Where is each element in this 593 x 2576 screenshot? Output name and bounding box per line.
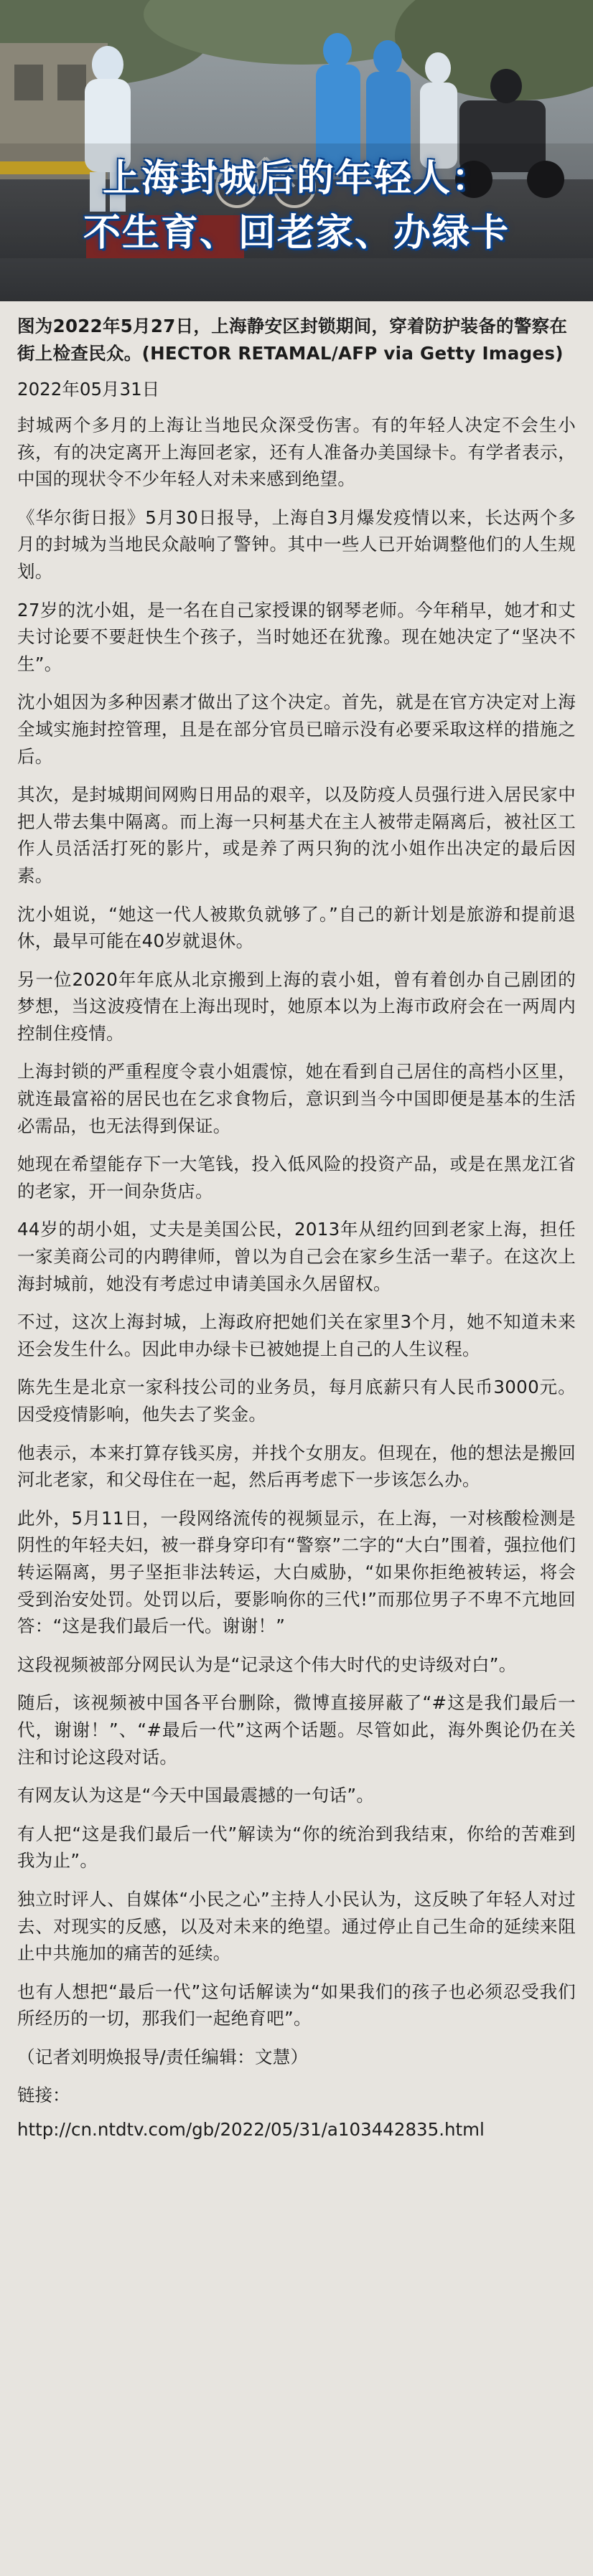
paragraph: 有网友认为这是“今天中国最震撼的一句话”。 xyxy=(17,1785,375,1806)
source-link[interactable]: http://cn.ntdtv.com/gb/2022/05/31/a103442835.html xyxy=(17,2119,485,2141)
reporter-credit: （记者刘明焕报导/责任编辑：文慧） xyxy=(17,2046,309,2067)
paragraph: 其次，是封城期间网购日用品的艰辛，以及防疫人员强行进入居民家中把人带去集中隔离。而上海一只柯基犬在主人被带走隔离后，被社区工作人员活活打死的影片，或是养了两只狗的沈小姐作出决定的最后因素。 xyxy=(17,784,576,886)
paragraph: 不过，这次上海封城，上海政府把她们关在家里3个月，她不知道未来还会发生什么。因此申办绿卡已被她提上自己的人生议程。 xyxy=(17,1311,576,1359)
paragraph: 陈先生是北京一家科技公司的业务员，每月底薪只有人民币3000元。因受疫情影响，他失去了奖金。 xyxy=(17,1377,576,1425)
paragraph: 另一位2020年年底从北京搬到上海的袁小姐，曾有着创办自己剧团的梦想，当这波疫情在上海出现时，她原本以为上海市政府会在一两周内控制住疫情。 xyxy=(17,968,576,1044)
paragraph: 44岁的胡小姐，丈夫是美国公民，2013年从纽约回到老家上海，担任一家美商公司的内聘律师，曾以为自己会在家乡生活一辈子。在这次上海封城前，她没有考虑过申请美国永久居留权。 xyxy=(17,1219,576,1294)
paragraph: 封城两个多月的上海让当地民众深受伤害。有的年轻人决定不会生小孩，有的决定离开上海回老家，还有人准备办美国绿卡。有学者表示，中国的现状令不少年轻人对未来感到绝望。 xyxy=(17,415,576,490)
paragraph: 此外，5月11日，一段网络流传的视频显示，在上海，一对核酸检测是阴性的年轻夫妇，被一群身穿印有“警察”二字的“大白”围着，强拉他们转运隔离，男子坚拒非法转运，大白威胁，“如果你拒绝被转运，将会受到治安处罚。处罚以后，要影响你的三代!”而那位男子不卑不亢地回答：“这是我们最后一代。谢谢！” xyxy=(17,1507,576,1637)
paragraph: 这段视频被部分网民认为是“记录这个伟大时代的史诗级对白”。 xyxy=(17,1653,517,1675)
paragraph: 27岁的沈小姐，是一名在自己家授课的钢琴老师。今年稍早，她才和丈夫讨论要不要赶快生个孩子，当时她还在犹豫。现在她决定了“坚决不生”。 xyxy=(17,599,576,674)
paragraph: 随后，该视频被中国各平台删除，微博直接屏蔽了“#这是我们最后一代，谢谢！”、“#最后一代”这两个话题。尽管如此，海外舆论仍在关注和讨论这段对话。 xyxy=(17,1692,576,1768)
headline-line-2: 不生育、回老家、办绿卡 xyxy=(83,212,510,255)
paragraph: 他表示，本来打算存钱买房，并找个女朋友。但现在，他的想法是搬回河北老家，和父母住在一起，然后再考虑下一步该怎么办。 xyxy=(17,1442,576,1491)
publish-date: 2022年05月31日 xyxy=(17,379,160,400)
link-label: 链接： xyxy=(17,2085,70,2106)
paragraph: 沈小姐因为多种因素才做出了这个决定。首先，就是在官方决定对上海全域实施封控管理，且是在部分官员已暗示没有必要采取这样的措施之后。 xyxy=(17,692,576,767)
paragraph: 《华尔街日报》5月30日报导，上海自3月爆发疫情以来，长达两个多月的封城为当地民众敲响了警钟。其中一些人已开始调整他们的人生规划。 xyxy=(17,506,576,582)
article-body xyxy=(0,301,593,2576)
photo-caption: 图为2022年5月27日，上海静安区封锁期间，穿着防护装备的警察在街上检查民众。(HECTOR RETAMAL/AFP via Getty Images) xyxy=(17,316,568,364)
paragraph: 独立时评人、自媒体“小民之心”主持人小民认为，这反映了年轻人对过去、对现实的反感，以及对未来的绝望。通过停止自己生命的延续来阻止中共施加的痛苦的延续。 xyxy=(17,1888,576,1964)
paragraph: 沈小姐说，“她这一代人被欺负就够了。”自己的新计划是旅游和提前退休，最早可能在40岁就退休。 xyxy=(17,903,576,952)
paragraph: 有人把“这是我们最后一代”解读为“你的统治到我结束，你给的苦难到我为止”。 xyxy=(17,1823,576,1872)
hero-photo xyxy=(0,0,593,301)
headline-line-1: 上海封城后的年轻人： xyxy=(102,157,490,200)
paragraph: 上海封锁的严重程度令袁小姐震惊，她在看到自己居住的高档小区里，就连最富裕的居民也在乞求食物后，意识到当今中国即便是基本的生活必需品，也无法得到保证。 xyxy=(17,1061,576,1136)
paragraph: 她现在希望能存下一大笔钱，投入低风险的投资产品，或是在黑龙江省的老家，开一间杂货店。 xyxy=(17,1153,576,1202)
paragraph: 也有人想把“最后一代”这句话解读为“如果我们的孩子也必须忍受我们所经历的一切，那我们一起绝育吧”。 xyxy=(17,1981,576,2029)
